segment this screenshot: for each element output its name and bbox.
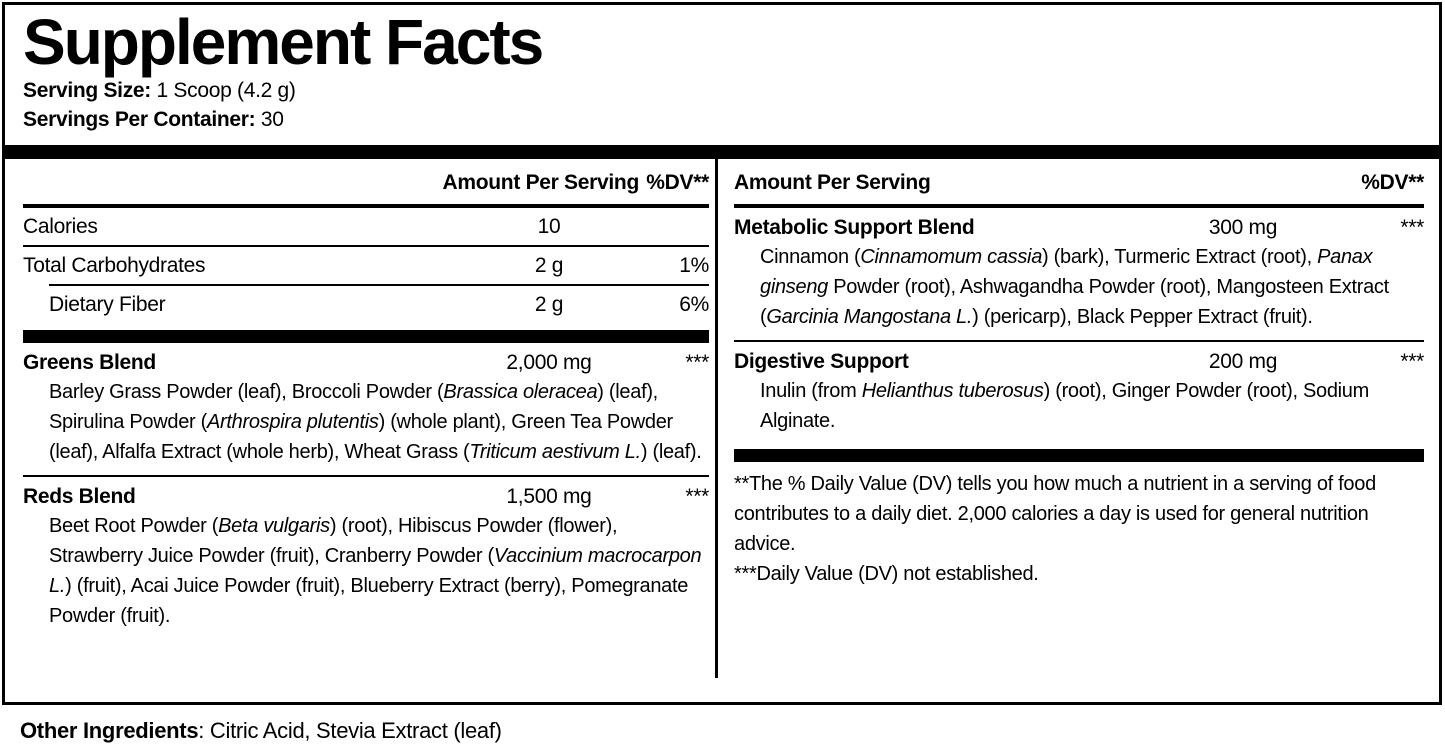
left-column-header [23, 159, 709, 204]
nutrient-amount: 10 [537, 215, 561, 239]
dv-not-established-footnote: ***Daily Value (DV) not established. [734, 563, 1039, 586]
blend-reds [23, 477, 709, 635]
serving-size-row [23, 76, 1421, 105]
blend-header [23, 477, 709, 510]
other-ingredients-row [20, 718, 502, 744]
other-ingredients-value: : Citric Acid, Stevia Extract (leaf) [198, 718, 502, 743]
blend-dv: *** [685, 485, 709, 509]
blend-greens [23, 343, 709, 471]
blend-header [734, 208, 1424, 241]
blend-ingredients: Cinnamon (Cinnamomum cassia) (bark), Turmeric Extract (root), Panax ginseng Powder (root), Ashwagandha Powder (root), Mangosteen Extract (Garcinia Mangostana L.) (pericarp), Black Pepper Extract (fruit). [760, 246, 1389, 329]
section-divider-bar [23, 330, 709, 343]
amount-per-serving-header: Amount Per Serving [734, 171, 931, 195]
dv-header: %DV** [1361, 171, 1424, 195]
amount-per-serving-header: Amount Per Serving [442, 171, 639, 195]
supplement-facts-label [2, 2, 1442, 705]
nutrient-name: Total Carbohydrates [23, 254, 206, 278]
servings-per-container-label: Servings Per Container: [23, 108, 256, 132]
page-title: Supplement Facts [23, 6, 543, 78]
nutrient-row-total-carbohydrates [23, 247, 709, 284]
blend-header [23, 343, 709, 376]
dv-header: %DV** [646, 171, 709, 195]
nutrient-amount: 2 g [534, 254, 564, 278]
blend-amount: 1,500 mg [506, 485, 592, 509]
blend-digestive-support [734, 342, 1424, 440]
blend-ingredients: Beet Root Powder (Beta vulgaris) (root), Hibiscus Powder (flower), Strawberry Juice Powder (fruit), Cranberry Powder (Vaccinium macrocarpon L.) (fruit), Acai Juice Powder (fruit), Blueberry Extract (berry), Pomegranate Powder (fruit). [49, 515, 702, 628]
servings-per-container-value: 30 [255, 108, 284, 132]
left-column [5, 159, 715, 678]
nutrient-row-dietary-fiber [23, 286, 709, 323]
nutrient-dv: 6% [679, 293, 709, 317]
blend-name: Greens Blend [23, 351, 156, 375]
blend-name: Reds Blend [23, 485, 136, 509]
serving-size-value: 1 Scoop (4.2 g) [150, 79, 296, 103]
dv-footnote: **The % Daily Value (DV) tells you how much a nutrient in a serving of food contributes to a daily diet. 2,000 calories a day is used for general nutrition advice. [734, 473, 1376, 556]
blend-name: Metabolic Support Blend [734, 216, 975, 240]
blend-dv: *** [1400, 350, 1424, 374]
label-header [5, 5, 1439, 134]
blend-dv: *** [685, 351, 709, 375]
blend-ingredients: Inulin (from Helianthus tuberosus) (root), Ginger Powder (root), Sodium Alginate. [760, 380, 1369, 433]
blend-header [734, 342, 1424, 375]
footnote-divider-bar [734, 449, 1424, 462]
blend-ingredients: Barley Grass Powder (leaf), Broccoli Powder (Brassica oleracea) (leaf), Spirulina Powder (Arthrospira plutentis) (whole plant), Green Tea Powder (leaf), Alfalfa Extract (whole herb), Wheat Grass (Triticum aestivum L.) (leaf). [49, 381, 702, 464]
servings-per-container-row [23, 105, 1421, 134]
serving-size-label: Serving Size: [23, 79, 151, 103]
nutrient-row-calories [23, 208, 709, 245]
nutrient-name: Calories [23, 215, 98, 239]
nutrient-name: Dietary Fiber [49, 293, 166, 317]
top-divider-bar [5, 145, 1439, 159]
right-column [718, 159, 1439, 678]
nutrient-dv: 1% [679, 254, 709, 278]
nutrient-amount: 2 g [534, 293, 564, 317]
other-ingredients-label: Other Ingredients [20, 718, 199, 743]
blend-dv: *** [1400, 216, 1424, 240]
blend-amount: 2,000 mg [506, 351, 592, 375]
right-column-header [734, 159, 1424, 204]
blend-amount: 300 mg [1208, 216, 1278, 240]
blend-metabolic-support [734, 208, 1424, 336]
facts-columns [5, 159, 1439, 678]
blend-name: Digestive Support [734, 350, 909, 374]
blend-amount: 200 mg [1208, 350, 1278, 374]
